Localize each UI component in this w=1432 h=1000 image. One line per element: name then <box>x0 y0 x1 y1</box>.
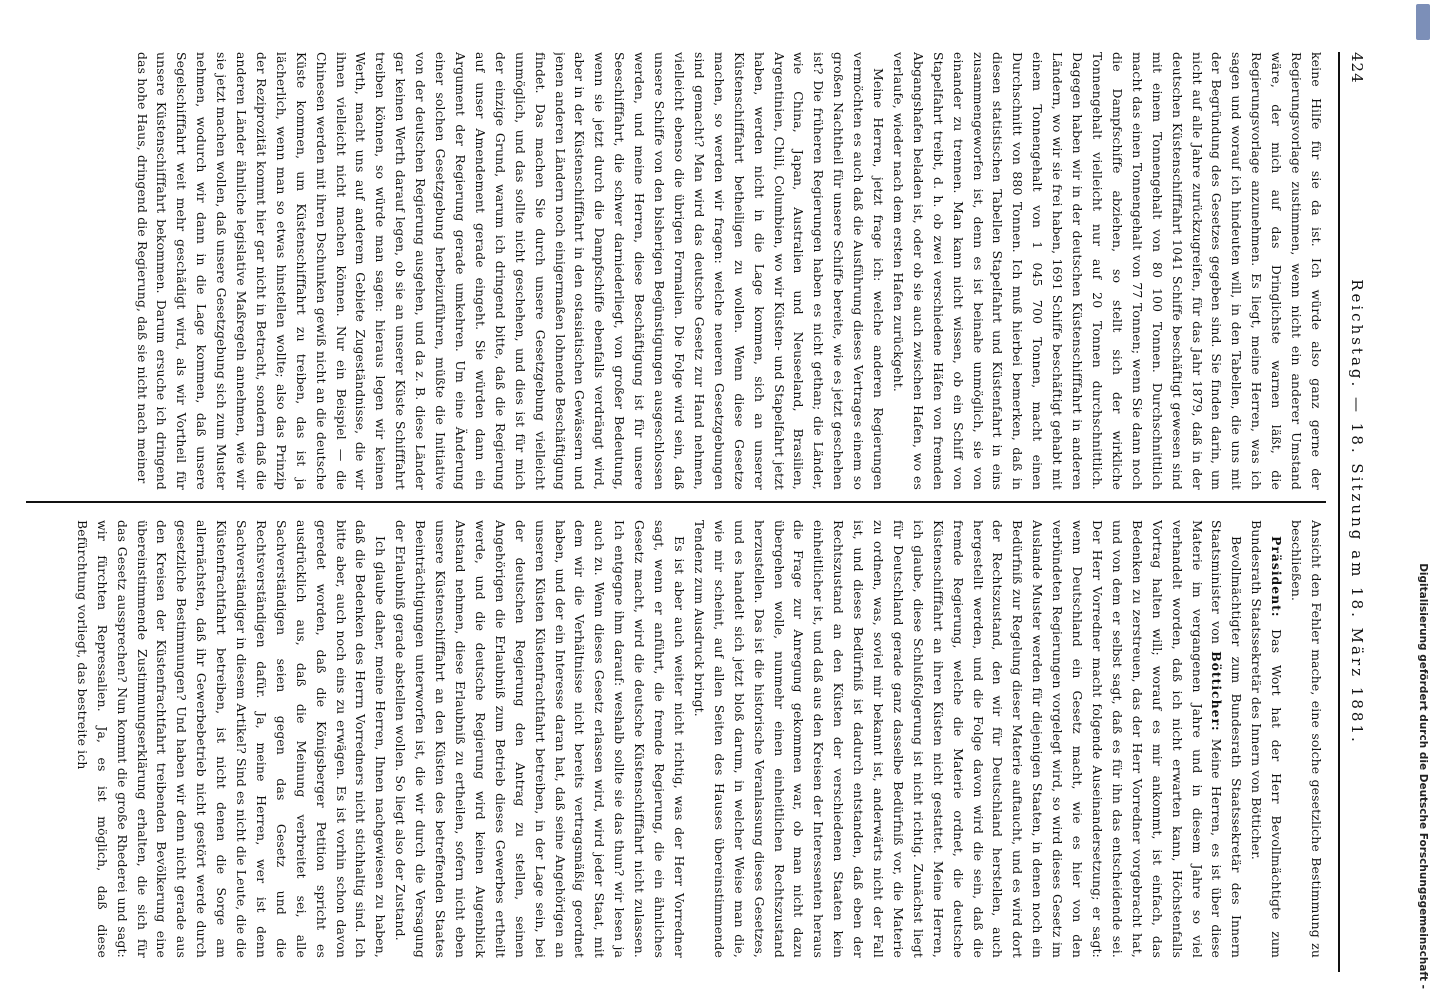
right-column <box>26 520 1326 958</box>
paragraph: Meine Herren, jetzt frage ich: welche anderen Regierungen vermöchten es auch daß die Ausführung dieses Vertrages einem so großen Nachtheil für unsere Schiffe bereite, wie es jetzt geschehen ist? Die früheren Regierungen haben es nicht gethan; die Länder, wie China, Japan, Australien und Neuseeland, Brasilien, Argentinien, Chili, Columbien, wo wir Küsten- und Stapelfahrt jetzt haben, werden nicht in die Lage kommen, sich an unserer Küstenschifffahrt betheiligen zu wollen. Wenn diese Gesetze machen, so werden wir fragen: welche neueren Gesetzgebungen sind gemacht? Man wird das deutsche Gesetz zur Hand nehmen, vielleicht ebenso die übrigen Formalien. Die Folge wird sein, daß unsere Schiffe von den bisherigen Begünstigungen ausgeschlossen werden, und meine Herren, diese Beschäftigung ist für unsere Seeschifffahrt, die schwer darniederliegt, von großer Bedeutung, wenn sie jetzt durch die Dampfschiffe ebenfalls verdrängt wird, aber in der Küstenschifffahrt in den ostasiatischen Gewässern und jenen anderen Ländern noch einigermaßen lohnende Beschäftigung findet. Das machen Sie durch unsere Gesetzgebung vielleicht unmöglich, und das sollte nicht geschehen, und dies ist für mich der einzige Grund, warum ich dringend bitte, daß die Regierung auf unser Amendement gerade eingeht. Sie würden dann ein Argument der Regierung gerade umkehren. Um eine Änderung einer solchen Gesetzgebung herbeizuführen, müßte die Initiative von der deutschen Regierung ausgehen, und da z. B. diese Länder gar keinen Werth darauf legen, ob sie an unserer Küste Schifffahrt treiben können, so würde man sagen: hieraus legen wir keinen Werth, macht uns auf anderem Gebiete Zugeständnisse, die wir ihnen vielleicht nicht machen können. Nur ein Beispiel — die Chinesen werden mit ihren Dschunken gewiß nicht an die deutsche Küste kommen, um Küstenschifffahrt zu treiben, das ist ja lächerlich, wenn man so etwas hinstellen wollte; also das Prinzip der Reziprozität kommt hier gar nicht in Betracht, sondern daß die anderen Länder ähnliche legislative Maßregeln annehmen, wie wir sie jetzt machen wollen, daß unsere Gesetzgebung sich zum Muster nehmen, wodurch wir dann in die Lage kommen, daß unsere Segelschifffahrt weit mehr geschädigt wird, als wir Vortheil für unsere Küstenschifffahrt bekommen. Darum ersuche ich dringend das hohe Haus, dringend die Regierung, daß sie nicht nach meiner <box>134 52 887 490</box>
speaker-paragraph <box>1246 520 1286 958</box>
speaker-name: Bötticher: <box>1209 651 1225 732</box>
column-rule <box>26 501 1326 503</box>
paragraph: Es ist aber auch weiter nicht richtig, was der Herr Vorredner sagt, wenn er anführt, die fremde Regierung, die ein ähnliches Gesetz macht, wird die deutsche Küstenschifffahrt nicht zulassen. Ich entgegne ihm darauf: weshalb sollte sie das thun? wir lesen ja auch zu. Wenn dieses Gesetz erlassen wird, wird jeder Staat, mit dem wir die Verhältnisse nicht bereits vertragsmäßig geordnet haben, und der ein Interesse daran hat, daß seine Angehörigen an unseren Küsten Küstenfrachtfahrt betreiben, in der Lage sein, bei der deutschen Regierung den Antrag zu stellen, seinen Angehörigen die Erlaubniß zum Betrieb dieses Gewerbes ertheilt werde, und die deutsche Regierung wird keinen Augenblick Anstand nehmen, diese Erlaubniß zu ertheilen, sofern nicht eben unsere Küstenschifffahrt an den Küsten des betreffenden Staates Beeinträchtigungen unterworfen ist, die wir durch die Versagung der Erlaubniß gerade abstellen wollen. So liegt also der Zustand. <box>393 520 687 958</box>
header-rule <box>1338 52 1340 972</box>
speaker-intro: Bevollmächtigter zum Bundesrath Staatssekretär des Innern Staatsminister von <box>1209 520 1245 958</box>
page-title: Reichstag. — 18. Sitzung am 18. März 1881. <box>1348 279 1366 745</box>
page-number: 424 <box>1348 52 1366 84</box>
dfg-logo <box>1416 4 1430 40</box>
left-column <box>26 52 1326 490</box>
speaker-name: Präsident: <box>1269 536 1285 618</box>
speaker-text: Das Wort hat der Herr Bevollmächtigte zum Bundesrath Staatssekretär des Innern von Bötticher. <box>1249 520 1285 958</box>
paragraph: Ich glaube daher, meine Herren, Ihnen nachgewiesen zu haben, daß die Bedenken des Herrn Vorredners nicht stichhaltig sind. Ich bitte aber, auch noch eins zu erwägen. Es ist vorhin schon davon geredet worden, daß die Königsberger Petition spricht es ausdrücklich aus, daß die Meinung verbreitet sei, alle Sachverständigen seien gegen das Gesetz und die Rechtsverständigen dafür. Ja, meine Herren, wer ist denn Sachverständiger in diesem Artikel? Sind es nicht die Leute, die die Küstenfrachtfahrt betreiben, ist nicht denen die Sorge am allernächsten, daß ihr Gewerbebetrieb nicht gestört werde durch gesetzliche Bestimmungen? Und haben wir denn nicht gerade aus den Kreisen der Küstenfrachtfahrt treibenden Bevölkerung eine übereinstimmende Zustimmungserklärung erhalten, die sich für das Gesetz aussprechen? Nun kommt die große Rhederei und sagt: wir fürchten Repressalien. Ja, es ist möglich, daß diese Befürchtung vorliegt, das bestreite ich <box>74 520 389 958</box>
paragraph: keine Hilfe für sie da ist. Ich würde also ganz gerne der Regierungsvorlage zustimmen, wenn nicht ein anderer Umstand wäre, der mich auf das Dringlichste warnen läßt, die Regierungsvorlage anzunehmen. Es liegt, meine Herren, was ich sagen und worauf ich hindeuten will, in den Tabellen, die uns mit der Begründung des Gesetzes gegeben sind. Sie finden darin, um nicht auf alle Jahre zurückzugreifen, für das Jahr 1879, daß in der deutschen Küstenschifffahrt 1041 Schiffe beschäftigt gewesen sind mit einem Tonnengehalt von 80 100 Tonnen. Durchschnittlich macht das einen Tonnengehalt von 77 Tonnen; wenn Sie dann noch die Dampfschiffe abziehen, so stellt sich der wirkliche Tonnengehalt vielleicht nur auf 20 Tonnen durchschnittlich. Dagegen haben wir in der deutschen Küstenschifffahrt in anderen Ländern, wo wir sie frei haben, 1691 Schiffe beschäftigt gehabt mit einem Tonnengehalt von 1 045 700 Tonnen, macht einen Durchschnitt von 880 Tonnen. Ich muß hierbei bemerken, daß in diesen statistischen Tabellen Stapelfahrt und Küstenfahrt in eins zusammengeworfen ist, denn es ist beinahe unmöglich, sie von einander zu trennen. Man kann nicht wissen, ob ein Schiff von Stapelfahrt treibt, d. h. ob zwei verschiedene Häfen von fremden Abgangshafen beladen ist, oder ob sie auch zwischen Hafen, wo es verlaufe, wieder nach dem ersten Hafen zurückgeht. <box>890 52 1324 490</box>
paragraph: Ansicht den Fehler mache, eine solche gesetzliche Bestimmung zu beschließen. <box>1289 520 1324 958</box>
digitization-stamp <box>1416 4 1430 989</box>
page-header <box>1336 52 1372 972</box>
speaker-text: Meine Herren, es ist über diese Materie im vergangenen Jahre und in diesem Jahre so viel verhandelt worden, daß ich nicht erwarten kann, Höchstenfalls Vortrag halten will; worauf es mir ankommt, ist einfach, das Bedenken zu zerstreuen, das der Herr Vorredner vorgebracht hat, und von dem er selbst sagt, daß es für ihn das entscheidende sei. Der Herr Vorredner macht folgende Auseinandersetzung; er sagt: wenn Deutschland ein Gesetz macht, wie es hier von den verbündeten Regierungen vorgelegt wird, so wird dieses Gesetz im Auslande Muster werden für diejenigen Staaten, in denen noch ein Bedürfniß zur Regelung dieser Materie auftaucht, und es wird dort der Rechtszustand, den wir für Deutschland herstellen, auch hergestellt werden, und die Folge davon wird die sein, daß die fremde Regierung, welche die Materie ordnet, die deutsche Küstenschifffahrt an ihren Küsten nicht gestattet. Meine Herren, ich glaube, diese Schlußfolgerung ist nicht richtig. Zunächst liegt für Deutschland gerade ganz dasselbe Bedürfniß vor, die Materie zu ordnen, was, soviel mir bekannt ist, anderwärts nicht der Fall ist, und dieses Bedürfniß ist dadurch entstanden, daß eben der Rechtszustand an den Küsten der verschiedenen Staaten kein einheitlicher ist, und daß aus den Kreisen der Interessenten heraus die Frage zur Anregung gekommen war, ob man nicht dazu übergehen wolle, nunmehr einen einheitlichen Rechtszustand herzustellen. Das ist die historische Veranlassung dieses Gesetzes, und es handelt sich jetzt bloß darum, in welcher Weise man die, wie mir scheint, auf allen Seiten des Hauses übereinstimmende Tendenz zum Ausdruck bringt. <box>691 520 1225 958</box>
stamp-text: Digitalisierung gefördert durch die Deutsche Forschungsgemeinschaft - <box>1417 563 1429 989</box>
scanned-page <box>2 30 1392 990</box>
speaker-paragraph <box>689 520 1246 958</box>
